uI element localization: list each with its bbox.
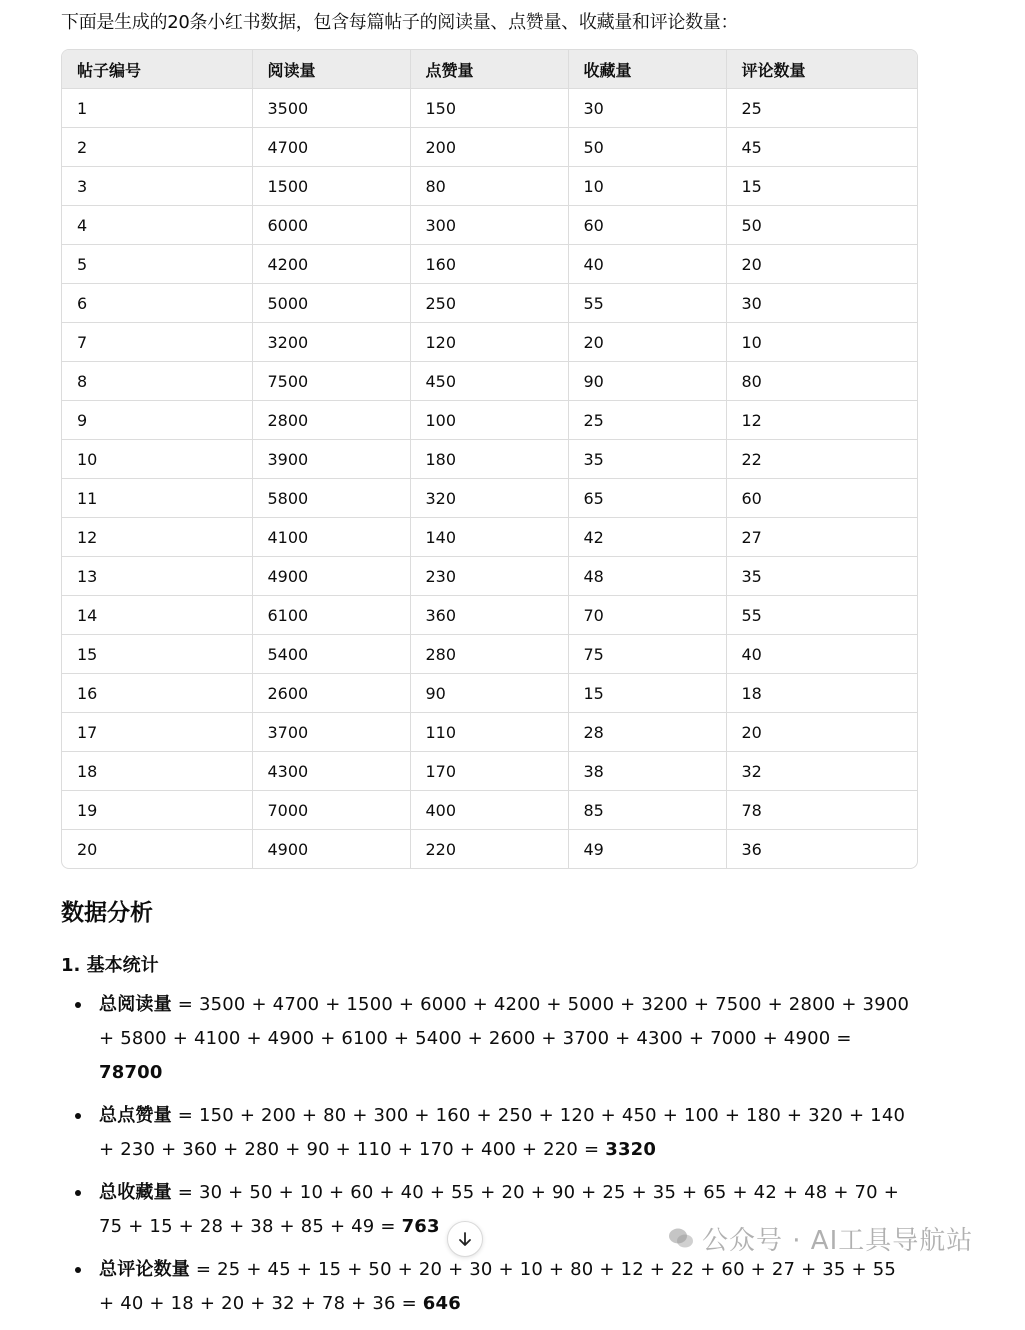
intro-text: 下面是生成的20条小红书数据，包含每篇帖子的阅读量、点赞量、收藏量和评论数量： — [61, 12, 739, 33]
table-row — [62, 362, 917, 401]
table-cell: 30 — [726, 284, 917, 323]
list-item — [61, 1253, 917, 1321]
table-cell: 160 — [410, 245, 568, 284]
header-reads: 阅读量 — [252, 50, 410, 89]
table-cell: 7000 — [252, 791, 410, 830]
table-cell: 22 — [726, 440, 917, 479]
table-cell: 11 — [62, 479, 252, 518]
table-cell: 7 — [62, 323, 252, 362]
stat-label: 总评论数量 — [99, 1259, 190, 1280]
table-row — [62, 206, 917, 245]
table-cell: 5800 — [252, 479, 410, 518]
table-row — [62, 518, 917, 557]
table-cell: 50 — [726, 206, 917, 245]
table-cell: 320 — [410, 479, 568, 518]
table-cell: 5000 — [252, 284, 410, 323]
table-cell: 230 — [410, 557, 568, 596]
table-cell: 60 — [726, 479, 917, 518]
table-row — [62, 791, 917, 830]
table-cell: 36 — [741, 839, 762, 859]
table-cell: 280 — [410, 635, 568, 674]
table-cell: 200 — [410, 128, 568, 167]
table-cell: 300 — [410, 206, 568, 245]
stat-label: 总收藏量 — [99, 1182, 172, 1203]
table-cell: 6 — [62, 284, 252, 323]
stat-formula: = 3500 + 4700 + 1500 + 6000 + 4200 + 5000 + 3200 + 7500 + 2800 + 3900 + 5800 + 4100 + 4900 + 6100 + 5400 + 2600 + 3700 + 4300 + 7000 + 4900 = — [99, 994, 910, 1049]
table-row — [62, 596, 917, 635]
table-cell: 70 — [568, 596, 726, 635]
list-item — [61, 1176, 917, 1244]
table-cell: 48 — [568, 557, 726, 596]
stat-label: 总阅读量 — [99, 994, 172, 1015]
table-cell: 35 — [726, 557, 917, 596]
table-cell: 110 — [410, 713, 568, 752]
table-cell: 12 — [62, 518, 252, 557]
table-cell: 2 — [62, 128, 252, 167]
table-cell: 20 — [62, 830, 252, 869]
table-cell: 3500 — [252, 89, 410, 128]
table-row — [62, 284, 917, 323]
table-row — [62, 557, 917, 596]
table-cell: 450 — [410, 362, 568, 401]
table-cell: 10 — [726, 323, 917, 362]
table-cell: 6000 — [252, 206, 410, 245]
data-table-container — [61, 49, 918, 869]
table-cell: 17 — [62, 713, 252, 752]
table-cell: 15 — [568, 674, 726, 713]
stat-result: 78700 — [99, 1062, 163, 1083]
table-cell: 90 — [568, 362, 726, 401]
table-cell: 18 — [62, 752, 252, 791]
table-cell: 20 — [568, 323, 726, 362]
table-body — [62, 89, 917, 869]
table-row — [62, 128, 917, 167]
table-row — [62, 440, 917, 479]
table-cell: 60 — [568, 206, 726, 245]
table-cell: 100 — [410, 401, 568, 440]
table-row — [62, 479, 917, 518]
analysis-heading: 数据分析 — [61, 900, 153, 926]
scroll-to-bottom-button[interactable] — [447, 1221, 483, 1257]
table-cell: 13 — [62, 557, 252, 596]
table-cell: 4900 — [252, 557, 410, 596]
table-cell: 45 — [726, 128, 917, 167]
table-cell: 40 — [726, 635, 917, 674]
header-likes: 点赞量 — [410, 50, 568, 89]
bullet-icon — [75, 1002, 81, 1008]
header-comments: 评论数量 — [726, 50, 917, 89]
stat-formula: = 25 + 45 + 15 + 50 + 20 + 30 + 10 + 80 + 12 + 22 + 60 + 27 + 35 + 55 + 40 + 18 + 20 + 32 + 78 + 36 = — [99, 1259, 897, 1314]
table-cell: 3700 — [252, 713, 410, 752]
stat-formula: = 30 + 50 + 10 + 60 + 40 + 55 + 20 + 90 + 25 + 35 + 65 + 42 + 48 + 70 + 75 + 15 + 28 + 38 + 85 + 49 = — [99, 1182, 900, 1237]
table-cell: 15 — [62, 635, 252, 674]
table-row — [62, 635, 917, 674]
table-row — [62, 401, 917, 440]
table-cell: 150 — [410, 89, 568, 128]
table-cell: 1500 — [252, 167, 410, 206]
posts-table — [62, 50, 917, 868]
table-cell: 19 — [62, 791, 252, 830]
watermark-text: 公众号 · AI工具导航站 — [702, 1225, 974, 1256]
table-header-row — [62, 50, 917, 89]
table-cell: 20 — [726, 245, 917, 284]
bullet-icon — [75, 1113, 81, 1119]
table-cell: 15 — [726, 167, 917, 206]
table-row — [62, 167, 917, 206]
table-cell: 20 — [726, 713, 917, 752]
table-cell: 2800 — [252, 401, 410, 440]
table-cell: 8 — [62, 362, 252, 401]
table-cell: 400 — [410, 791, 568, 830]
table-cell: 180 — [410, 440, 568, 479]
stat-label: 总点赞量 — [99, 1105, 172, 1126]
table-cell: 55 — [568, 284, 726, 323]
table-row — [62, 713, 917, 752]
table-cell: 14 — [62, 596, 252, 635]
table-cell: 38 — [568, 752, 726, 791]
table-cell: 35 — [568, 440, 726, 479]
table-cell: 10 — [62, 440, 252, 479]
table-cell: 5 — [62, 245, 252, 284]
table-cell: 4700 — [252, 128, 410, 167]
table-row — [62, 89, 917, 128]
table-row — [62, 830, 917, 869]
table-cell: 28 — [568, 713, 726, 752]
table-cell: 4900 — [252, 830, 410, 869]
table-row — [62, 752, 917, 791]
bullet-icon — [75, 1267, 81, 1273]
table-cell: 220 — [410, 830, 568, 869]
table-cell: 10 — [568, 167, 726, 206]
table-row — [62, 245, 917, 284]
table-cell: 18 — [726, 674, 917, 713]
table-cell: 2600 — [252, 674, 410, 713]
table-cell: 250 — [410, 284, 568, 323]
table-cell: 1 — [62, 89, 252, 128]
table-cell: 78 — [726, 791, 917, 830]
table-cell: 49 — [568, 830, 726, 869]
list-item — [61, 1099, 917, 1167]
stat-result: 3320 — [605, 1139, 657, 1160]
table-cell: 40 — [568, 245, 726, 284]
table-cell: 140 — [410, 518, 568, 557]
table-cell: 4200 — [252, 245, 410, 284]
header-saves: 收藏量 — [568, 50, 726, 89]
table-cell: 6100 — [252, 596, 410, 635]
table-cell: 7500 — [252, 362, 410, 401]
table-cell: 55 — [726, 596, 917, 635]
table-cell: 4300 — [252, 752, 410, 791]
table-cell: 120 — [410, 323, 568, 362]
table-cell: 4 — [62, 206, 252, 245]
table-cell: 360 — [410, 596, 568, 635]
arrow-down-icon — [456, 1230, 474, 1248]
table-cell: 12 — [726, 401, 917, 440]
table-cell: 75 — [568, 635, 726, 674]
table-row — [62, 323, 917, 362]
table-row — [62, 674, 917, 713]
header-post-id: 帖子编号 — [62, 50, 252, 89]
table-cell: 25 — [568, 401, 726, 440]
table-cell: 5400 — [252, 635, 410, 674]
stat-result: 646 — [422, 1293, 461, 1314]
table-cell: 80 — [410, 167, 568, 206]
table-cell: 16 — [62, 674, 252, 713]
table-cell: 3200 — [252, 323, 410, 362]
table-cell: 32 — [726, 752, 917, 791]
stats-list — [61, 988, 917, 1330]
basic-stats-heading: 1. 基本统计 — [61, 955, 159, 976]
list-item — [61, 988, 917, 1090]
table-cell: 3900 — [252, 440, 410, 479]
table-cell: 25 — [726, 89, 917, 128]
table-cell: 3 — [62, 167, 252, 206]
table-cell: 170 — [410, 752, 568, 791]
stat-formula: = 150 + 200 + 80 + 300 + 160 + 250 + 120 + 450 + 100 + 180 + 320 + 140 + 230 + 360 + 280 + 90 + 110 + 170 + 400 + 220 = — [99, 1105, 906, 1160]
table-cell: 9 — [62, 401, 252, 440]
bullet-icon — [75, 1190, 81, 1196]
stat-result: 763 — [401, 1216, 440, 1237]
table-cell: 50 — [568, 128, 726, 167]
table-cell: 42 — [568, 518, 726, 557]
table-cell: 27 — [726, 518, 917, 557]
table-cell: 85 — [568, 791, 726, 830]
table-cell: 4100 — [252, 518, 410, 557]
table-cell: 90 — [410, 674, 568, 713]
table-cell: 30 — [568, 89, 726, 128]
table-cell: 65 — [568, 479, 726, 518]
table-cell: 80 — [726, 362, 917, 401]
